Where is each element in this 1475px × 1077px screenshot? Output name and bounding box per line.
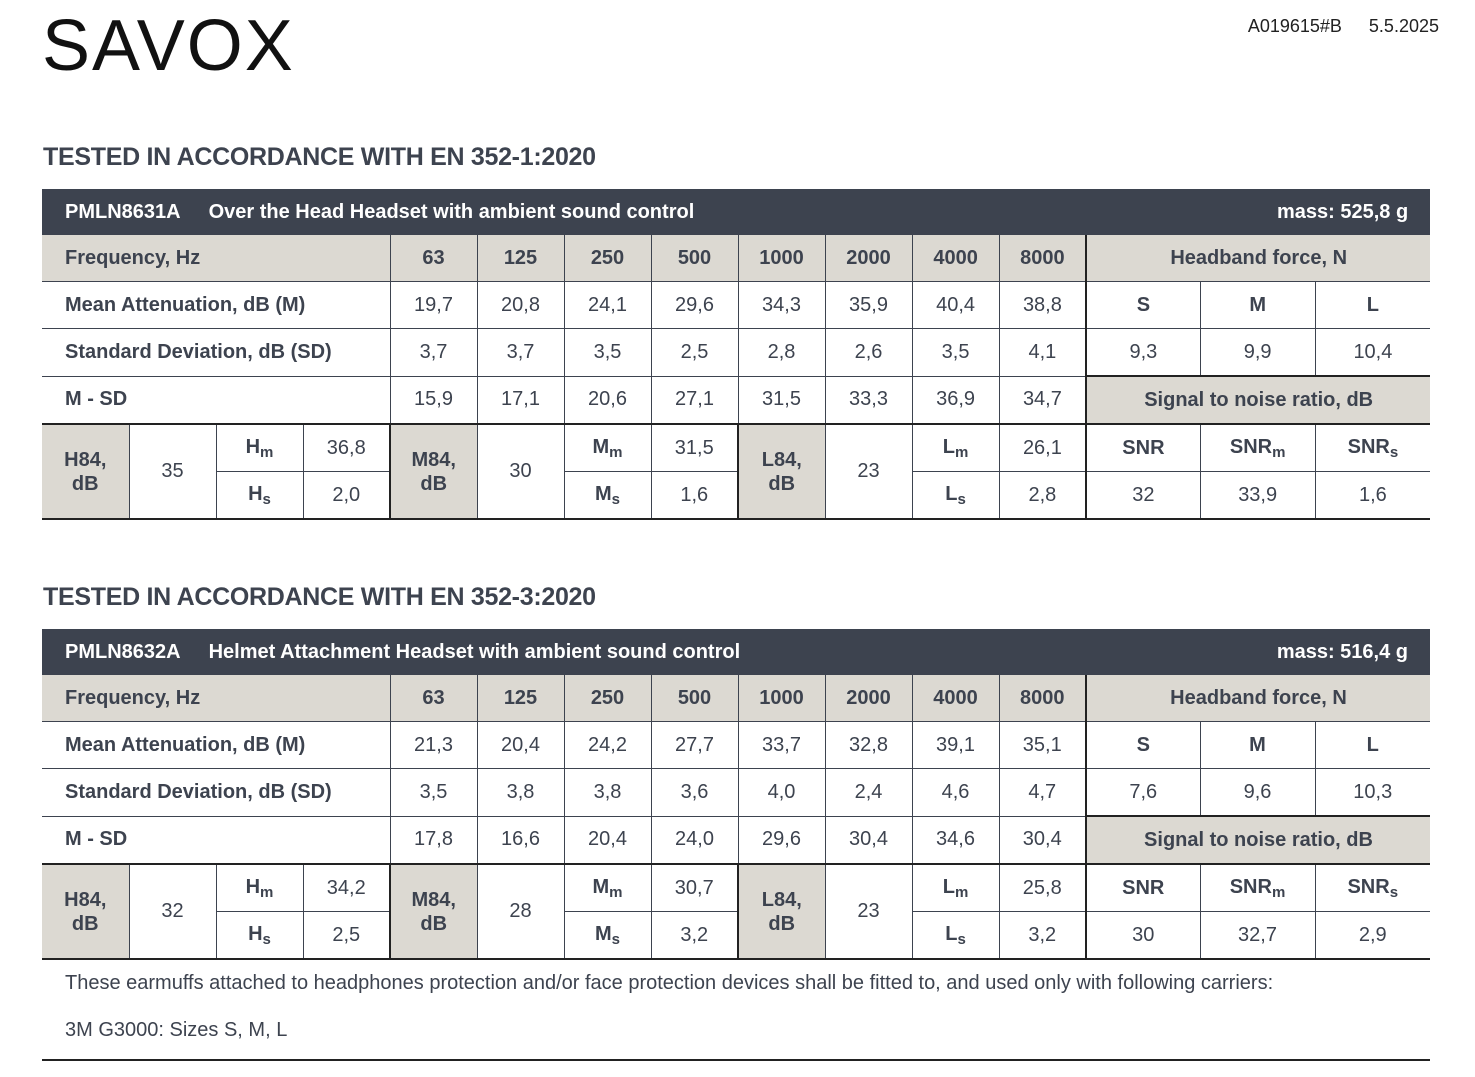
frequency-cell: 2000 <box>825 235 912 282</box>
mean-cell: 33,7 <box>738 722 825 769</box>
h84-value: 32 <box>129 864 216 959</box>
frequency-cell: 4000 <box>912 235 999 282</box>
snr-value: 33,9 <box>1200 472 1315 520</box>
headband-force-cell: 10,4 <box>1315 329 1430 377</box>
h84-s-label: $H_s$ <box>216 912 303 960</box>
sd-cell: 3,5 <box>390 769 477 817</box>
snrs-col-header: $SNR_s$ <box>1315 424 1430 472</box>
frequency-cell: 500 <box>651 675 738 722</box>
size-cell: L <box>1315 722 1430 769</box>
product-code: PMLN8631A <box>65 200 181 223</box>
product-code: PMLN8632A <box>65 640 181 663</box>
frequency-cell: 2000 <box>825 675 912 722</box>
m-sd-row <box>42 816 1430 864</box>
h84-m-value: 34,2 <box>303 864 390 912</box>
m-sd-cell: 34,6 <box>912 816 999 864</box>
mean-cell: 27,7 <box>651 722 738 769</box>
section-title: TESTED IN ACCORDANCE WITH EN 352-3:2020 <box>43 583 596 611</box>
h84-label: H84, dB <box>42 424 129 519</box>
mean-attenuation-row <box>42 282 1430 329</box>
mean-cell: 20,8 <box>477 282 564 329</box>
m-sd-cell: 17,8 <box>390 816 477 864</box>
l84-s-value: 2,8 <box>999 472 1086 520</box>
h84-s-label: $H_s$ <box>216 472 303 520</box>
row-label: M - SD <box>42 816 390 864</box>
m84-m-value: 31,5 <box>651 424 738 472</box>
row-label: Standard Deviation, dB (SD) <box>42 329 390 377</box>
m84-label: M84, dB <box>390 864 477 959</box>
sd-cell: 3,5 <box>564 329 651 377</box>
snr-value: 2,9 <box>1315 912 1430 960</box>
frequency-cell: 250 <box>564 675 651 722</box>
mean-cell: 29,6 <box>651 282 738 329</box>
product-header <box>42 189 1430 235</box>
mean-cell: 21,3 <box>390 722 477 769</box>
frequency-cell: 1000 <box>738 235 825 282</box>
savox-logo: SAVOX <box>42 6 295 86</box>
l84-m-value: 25,8 <box>999 864 1086 912</box>
m84-m-label: $M_m$ <box>564 424 651 472</box>
carriers-note: These earmuffs attached to headphones protection and/or face protection devices shall be fitted to, and used only with following carriers: <box>65 972 1274 994</box>
headband-force-cell: 9,3 <box>1086 329 1200 377</box>
h84-m-label: $H_m$ <box>216 864 303 912</box>
l84-m-value: 26,1 <box>999 424 1086 472</box>
sd-cell: 2,6 <box>825 329 912 377</box>
mean-cell: 20,4 <box>477 722 564 769</box>
hml-row-2 <box>42 912 1430 960</box>
snr-value: 32,7 <box>1200 912 1315 960</box>
l84-value: 23 <box>825 864 912 959</box>
sd-cell: 3,6 <box>651 769 738 817</box>
hml-row-1 <box>42 424 1430 472</box>
h84-m-label: $H_m$ <box>216 424 303 472</box>
m-sd-cell: 20,6 <box>564 376 651 424</box>
m84-s-label: $M_s$ <box>564 912 651 960</box>
frequency-cell: 63 <box>390 235 477 282</box>
row-label: Frequency, Hz <box>42 675 390 722</box>
h84-value: 35 <box>129 424 216 519</box>
l84-label: L84, dB <box>738 424 825 519</box>
headband-force-header: Headband force, N <box>1086 235 1430 282</box>
snrs-col-header: $SNR_s$ <box>1315 864 1430 912</box>
section-title: TESTED IN ACCORDANCE WITH EN 352-1:2020 <box>43 143 596 171</box>
row-label: M - SD <box>42 376 390 424</box>
size-cell: M <box>1200 282 1315 329</box>
mean-attenuation-row <box>42 722 1430 769</box>
m84-s-value: 3,2 <box>651 912 738 960</box>
sd-cell: 4,7 <box>999 769 1086 817</box>
mean-cell: 39,1 <box>912 722 999 769</box>
carrier-list: 3M G3000: Sizes S, M, L <box>65 1019 288 1041</box>
l84-s-value: 3,2 <box>999 912 1086 960</box>
frequency-cell: 8000 <box>999 235 1086 282</box>
document-meta <box>1226 16 1439 37</box>
h84-s-value: 2,0 <box>303 472 390 520</box>
headband-force-cell: 10,3 <box>1315 769 1430 817</box>
sd-cell: 3,5 <box>912 329 999 377</box>
m-sd-cell: 36,9 <box>912 376 999 424</box>
sd-cell: 2,4 <box>825 769 912 817</box>
product-title <box>42 629 999 675</box>
h84-s-value: 2,5 <box>303 912 390 960</box>
l84-m-label: $L_m$ <box>912 864 999 912</box>
frequency-cell: 8000 <box>999 675 1086 722</box>
headband-force-cell: 9,6 <box>1200 769 1315 817</box>
mean-cell: 40,4 <box>912 282 999 329</box>
m84-label: M84, dB <box>390 424 477 519</box>
document-id: A019615#B <box>1247 16 1342 36</box>
frequency-cell: 63 <box>390 675 477 722</box>
mean-cell: 35,1 <box>999 722 1086 769</box>
hml-row-1 <box>42 864 1430 912</box>
sd-cell: 4,0 <box>738 769 825 817</box>
hml-row-2 <box>42 472 1430 520</box>
m84-m-label: $M_m$ <box>564 864 651 912</box>
mean-cell: 19,7 <box>390 282 477 329</box>
frequency-cell: 4000 <box>912 675 999 722</box>
headband-force-cell: 9,9 <box>1200 329 1315 377</box>
size-cell: L <box>1315 282 1430 329</box>
size-cell: S <box>1086 282 1200 329</box>
snr-header: Signal to noise ratio, dB <box>1086 376 1430 424</box>
row-label: Mean Attenuation, dB (M) <box>42 722 390 769</box>
frequency-cell: 250 <box>564 235 651 282</box>
m-sd-cell: 30,4 <box>825 816 912 864</box>
snrm-col-header: $SNR_m$ <box>1200 424 1315 472</box>
attenuation-table <box>42 189 1430 520</box>
snr-value: 30 <box>1086 912 1200 960</box>
product-name: Helmet Attachment Headset with ambient sound control <box>208 640 741 663</box>
frequency-row <box>42 675 1430 722</box>
m-sd-cell: 15,9 <box>390 376 477 424</box>
snr-col-header: SNR <box>1086 864 1200 912</box>
m84-s-value: 1,6 <box>651 472 738 520</box>
h84-m-value: 36,8 <box>303 424 390 472</box>
product-header <box>42 629 1430 675</box>
mean-cell: 38,8 <box>999 282 1086 329</box>
snr-value: 32 <box>1086 472 1200 520</box>
sd-cell: 3,7 <box>477 329 564 377</box>
m-sd-cell: 33,3 <box>825 376 912 424</box>
m84-value: 30 <box>477 424 564 519</box>
sd-cell: 3,8 <box>477 769 564 817</box>
sd-cell: 3,8 <box>564 769 651 817</box>
headband-force-cell: 7,6 <box>1086 769 1200 817</box>
frequency-row <box>42 235 1430 282</box>
size-cell: S <box>1086 722 1200 769</box>
frequency-cell: 500 <box>651 235 738 282</box>
frequency-cell: 1000 <box>738 675 825 722</box>
bottom-rule <box>42 1059 1430 1061</box>
frequency-cell: 125 <box>477 675 564 722</box>
snrm-col-header: $SNR_m$ <box>1200 864 1315 912</box>
mean-cell: 24,1 <box>564 282 651 329</box>
m-sd-cell: 30,4 <box>999 816 1086 864</box>
sd-cell: 3,7 <box>390 329 477 377</box>
frequency-cell: 125 <box>477 235 564 282</box>
sd-cell: 4,1 <box>999 329 1086 377</box>
snr-header: Signal to noise ratio, dB <box>1086 816 1430 864</box>
sd-cell: 4,6 <box>912 769 999 817</box>
mean-cell: 35,9 <box>825 282 912 329</box>
m84-value: 28 <box>477 864 564 959</box>
row-label: Standard Deviation, dB (SD) <box>42 769 390 817</box>
l84-value: 23 <box>825 424 912 519</box>
m-sd-cell: 20,4 <box>564 816 651 864</box>
m-sd-cell: 24,0 <box>651 816 738 864</box>
row-label: Mean Attenuation, dB (M) <box>42 282 390 329</box>
attenuation-table <box>42 629 1430 960</box>
mean-cell: 34,3 <box>738 282 825 329</box>
size-cell: M <box>1200 722 1315 769</box>
m-sd-cell: 17,1 <box>477 376 564 424</box>
l84-s-label: $L_s$ <box>912 472 999 520</box>
mean-cell: 32,8 <box>825 722 912 769</box>
m-sd-row <box>42 376 1430 424</box>
document-date: 5.5.2025 <box>1368 16 1439 36</box>
product-name: Over the Head Headset with ambient sound control <box>208 200 695 223</box>
m-sd-cell: 29,6 <box>738 816 825 864</box>
sd-cell: 2,5 <box>651 329 738 377</box>
standard-deviation-row <box>42 329 1430 377</box>
l84-s-label: $L_s$ <box>912 912 999 960</box>
product-mass: mass: 516,4 g <box>999 629 1430 675</box>
headband-force-header: Headband force, N <box>1086 675 1430 722</box>
row-label: Frequency, Hz <box>42 235 390 282</box>
snr-col-header: SNR <box>1086 424 1200 472</box>
m-sd-cell: 31,5 <box>738 376 825 424</box>
l84-m-label: $L_m$ <box>912 424 999 472</box>
m-sd-cell: 16,6 <box>477 816 564 864</box>
m-sd-cell: 34,7 <box>999 376 1086 424</box>
h84-label: H84, dB <box>42 864 129 959</box>
l84-label: L84, dB <box>738 864 825 959</box>
snr-value: 1,6 <box>1315 472 1430 520</box>
m-sd-cell: 27,1 <box>651 376 738 424</box>
m84-m-value: 30,7 <box>651 864 738 912</box>
product-mass: mass: 525,8 g <box>999 189 1430 235</box>
standard-deviation-row <box>42 769 1430 817</box>
m84-s-label: $M_s$ <box>564 472 651 520</box>
sd-cell: 2,8 <box>738 329 825 377</box>
product-title <box>42 189 999 235</box>
mean-cell: 24,2 <box>564 722 651 769</box>
